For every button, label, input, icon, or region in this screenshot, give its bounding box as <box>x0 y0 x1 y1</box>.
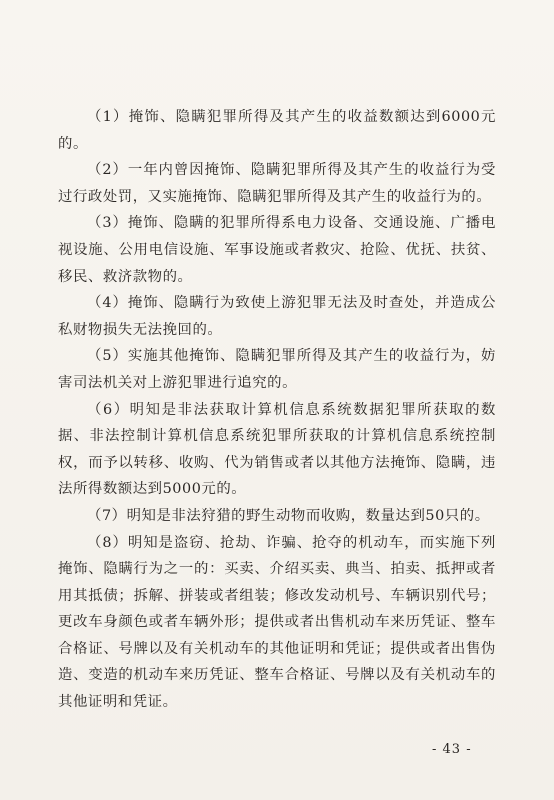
paragraph-item-2: （2）一年内曾因掩饰、隐瞒犯罪所得及其产生的收益行为受过行政处罚，又实施掩饰、隐瞒犯罪所得及其产生的收益行为的。 <box>58 162 496 205</box>
paragraph-item-5: （5）实施其他掩饰、隐瞒犯罪所得及其产生的收益行为，妨害司法机关对上游犯罪进行追究的。 <box>58 348 496 391</box>
paragraph-item-3: （3）掩饰、隐瞒的犯罪所得系电力设备、交通设施、广播电视设施、公用电信设施、军事设施或者救灾、抢险、优抚、扶贫、移民、救济款物的。 <box>58 215 496 285</box>
paragraph-item-8: （8）明知是盗窃、抢劫、诈骗、抢夺的机动车，而实施下列掩饰、隐瞒行为之一的：买卖、介绍买卖、典当、拍卖、抵押或者用其抵债；拆解、拼装或者组装；修改发动机号、车辆识别代号；更改车身颜色或者车辆外形；提供或者出售机动车来历凭证、整车合格证、号牌以及有关机动车的其他证明和凭证；提供或者出售伪造、变造的机动车来历凭证、整车合格证、号牌以及有关机动车的其他证明和凭证。 <box>58 534 496 711</box>
paragraph-item-6: （6）明知是非法获取计算机信息系统数据犯罪所获取的数据、非法控制计算机信息系统犯罪所获取的计算机信息系统控制权，而予以转移、收购、代为销售或者以其他方法掩饰、隐瞒，违法所得数额达到5000元的。 <box>58 401 496 498</box>
document-body <box>58 104 496 716</box>
paragraph-item-4: （4）掩饰、隐瞒行为致使上游犯罪无法及时查处，并造成公私财物损失无法挽回的。 <box>58 295 496 338</box>
page-number: - 43 - <box>432 742 472 757</box>
paragraph-item-1: （1）掩饰、隐瞒犯罪所得及其产生的收益数额达到6000元的。 <box>58 109 496 152</box>
paragraph-item-7: （7）明知是非法狩猎的野生动物而收购，数量达到50只的。 <box>87 507 490 524</box>
